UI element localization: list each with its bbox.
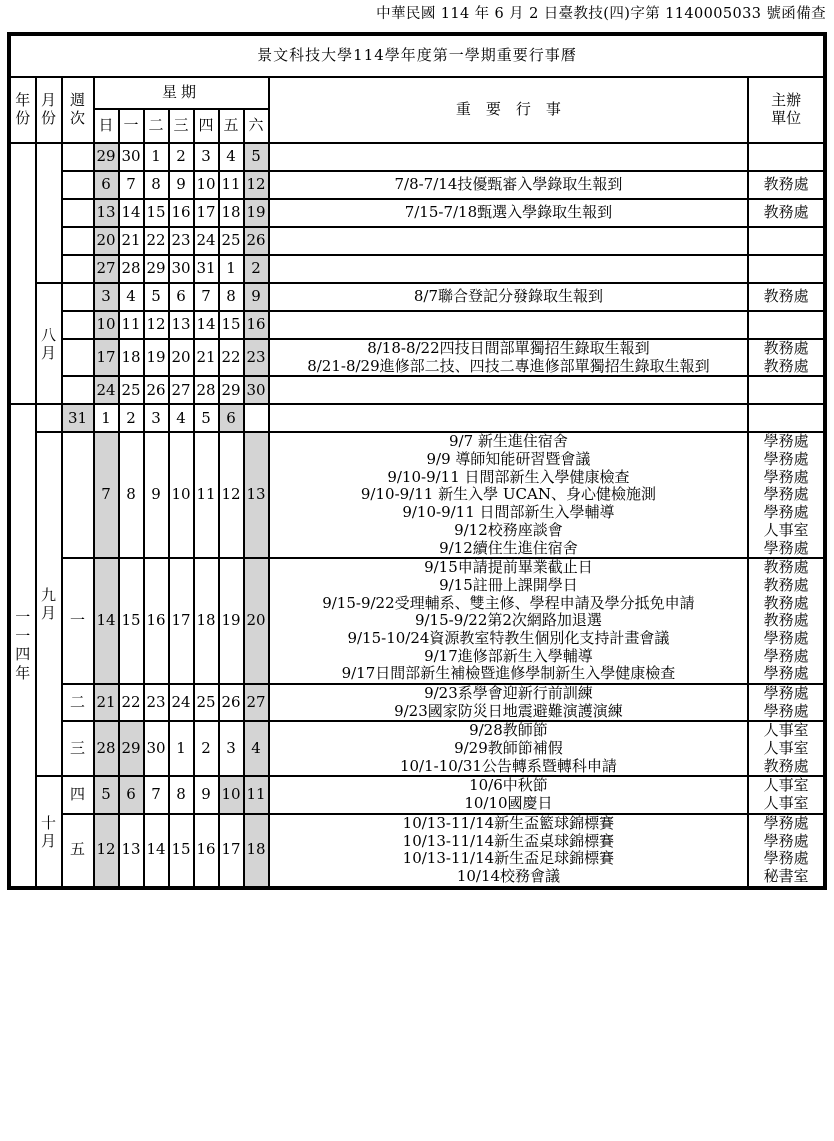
day-cell: 5	[194, 404, 219, 432]
week-number-cell	[62, 283, 94, 311]
day-cell: 19	[144, 339, 169, 376]
event-item: 10/1-10/31公告轉系暨轉科申請	[399, 756, 617, 775]
day-cell: 7	[144, 776, 169, 813]
month-cell	[36, 283, 62, 404]
events-cell	[269, 255, 749, 283]
day-cell: 31	[62, 404, 94, 432]
header-month-line1: 月	[40, 91, 56, 110]
day-cell: 17	[194, 199, 219, 227]
week-number-cell: 四	[62, 776, 94, 813]
organizer-item: 學務處	[763, 628, 809, 647]
day-cell: 20	[244, 558, 269, 684]
month-char: 九	[40, 586, 56, 605]
day-cell: 27	[94, 255, 119, 283]
month-cell	[36, 432, 62, 776]
month-char: 月	[40, 343, 56, 362]
day-cell: 3	[194, 143, 219, 171]
day-cell: 13	[94, 199, 119, 227]
day-cell: 7	[119, 171, 144, 199]
day-cell: 28	[94, 721, 119, 776]
header-events: 重 要 行 事	[269, 77, 749, 143]
week-number-cell	[62, 339, 94, 376]
event-item: 9/15-9/22受理輔系、雙主修、學程申請及學分抵免申請	[322, 593, 695, 612]
organizer-cell	[748, 814, 824, 887]
header-weeknumber-line1: 週	[69, 91, 85, 110]
event-item: 10/13-11/14新生盃籃球錦標賽	[402, 813, 615, 832]
organizer-cell	[748, 558, 824, 684]
header-weekday-2: 二	[144, 109, 169, 143]
organizer-item: 人事室	[763, 794, 809, 813]
table-row	[10, 684, 825, 721]
organizer-item: 學務處	[763, 467, 809, 486]
day-cell: 1	[219, 255, 244, 283]
day-cell: 21	[94, 684, 119, 721]
year-char: 一	[15, 607, 31, 626]
day-cell: 18	[219, 199, 244, 227]
organizer-item: 人事室	[763, 721, 809, 740]
day-cell: 7	[94, 432, 119, 558]
day-cell: 25	[219, 227, 244, 255]
day-cell: 16	[244, 311, 269, 339]
events-cell	[269, 558, 749, 684]
day-cell: 24	[169, 684, 194, 721]
organizer-item: 人事室	[763, 739, 809, 758]
events-cell	[269, 143, 749, 171]
header-weekday-6: 六	[244, 109, 269, 143]
week-number-cell	[62, 376, 94, 404]
event-item: 10/10國慶日	[464, 794, 553, 813]
day-cell: 10	[219, 776, 244, 813]
event-item: 9/10-9/11 日間部新生入學健康檢查	[387, 467, 630, 486]
year-char: 年	[15, 664, 31, 683]
event-item: 10/13-11/14新生盃足球錦標賽	[402, 849, 615, 868]
organizer-item: 學務處	[763, 450, 809, 469]
day-cell: 15	[144, 199, 169, 227]
day-cell: 5	[94, 776, 119, 813]
event-item: 9/15註冊上課開學日	[439, 575, 578, 594]
day-cell: 23	[244, 339, 269, 376]
table-row	[10, 255, 825, 283]
day-cell: 19	[219, 558, 244, 684]
table-row	[10, 776, 825, 813]
day-cell: 4	[169, 404, 194, 432]
organizer-cell	[748, 171, 824, 199]
day-cell: 10	[169, 432, 194, 558]
month-char: 月	[40, 831, 56, 850]
day-cell: 25	[194, 684, 219, 721]
week-number-cell	[62, 227, 94, 255]
day-cell: 20	[169, 339, 194, 376]
day-cell: 2	[119, 404, 144, 432]
event-item: 9/10-9/11 新生入學 UCAN、身心健檢施測	[360, 485, 656, 504]
day-cell: 15	[119, 558, 144, 684]
day-cell: 8	[219, 283, 244, 311]
day-cell: 29	[94, 143, 119, 171]
header-row-1	[10, 77, 825, 109]
year-char: 四	[15, 645, 31, 664]
month-char: 月	[40, 604, 56, 623]
month-cell	[36, 143, 62, 283]
organizer-item: 教務處	[763, 593, 809, 612]
day-cell: 12	[144, 311, 169, 339]
header-weeknumber	[62, 77, 94, 143]
day-cell: 2	[194, 721, 219, 776]
day-cell: 22	[144, 227, 169, 255]
day-cell: 12	[219, 432, 244, 558]
week-number-cell	[36, 404, 62, 432]
day-cell: 29	[219, 376, 244, 404]
day-cell: 3	[144, 404, 169, 432]
day-cell: 29	[119, 721, 144, 776]
day-cell: 19	[244, 199, 269, 227]
table-title-row	[10, 35, 825, 78]
events-cell	[269, 171, 749, 199]
header-weekday-0: 日	[94, 109, 119, 143]
event-item: 8/21-8/29進修部二技、四技二專進修部單獨招生錄取生報到	[307, 356, 710, 375]
organizer-cell	[748, 432, 824, 558]
organizer-item: 學務處	[763, 664, 809, 683]
events-cell	[269, 199, 749, 227]
week-number-cell	[62, 432, 94, 558]
events-cell	[269, 283, 749, 311]
day-cell: 28	[194, 376, 219, 404]
event-item: 9/28教師節	[469, 721, 548, 740]
organizer-item: 教務處	[763, 175, 809, 194]
events-cell	[269, 432, 749, 558]
week-number-cell: 三	[62, 721, 94, 776]
day-cell: 9	[194, 776, 219, 813]
day-cell: 8	[144, 171, 169, 199]
organizer-cell	[748, 311, 824, 339]
organizer-cell	[748, 721, 824, 776]
day-cell: 5	[144, 283, 169, 311]
header-organizer-line2: 單位	[771, 109, 802, 127]
event-item: 10/13-11/14新生盃桌球錦標賽	[402, 831, 615, 850]
organizer-cell	[748, 283, 824, 311]
organizer-item: 教務處	[763, 339, 809, 357]
organizer-item: 學務處	[763, 538, 809, 557]
day-cell: 3	[219, 721, 244, 776]
organizer-cell	[748, 376, 824, 404]
day-cell: 26	[219, 684, 244, 721]
day-cell: 6	[169, 283, 194, 311]
day-cell: 4	[244, 721, 269, 776]
header-month	[36, 77, 62, 143]
table-row	[10, 283, 825, 311]
event-item: 10/6中秋節	[469, 776, 548, 795]
organizer-item: 學務處	[763, 485, 809, 504]
day-cell: 23	[169, 227, 194, 255]
event-item: 9/29教師節補假	[454, 739, 563, 758]
header-organizer	[748, 77, 824, 143]
header-weekday-4: 四	[194, 109, 219, 143]
day-cell: 7	[194, 283, 219, 311]
week-number-cell: 一	[62, 558, 94, 684]
month-cell	[36, 776, 62, 887]
day-cell: 25	[119, 376, 144, 404]
day-cell: 13	[169, 311, 194, 339]
day-cell: 26	[244, 227, 269, 255]
organizer-item: 學務處	[763, 849, 809, 868]
day-cell: 9	[144, 432, 169, 558]
events-cell	[269, 227, 749, 255]
day-cell: 3	[94, 283, 119, 311]
month-char: 十	[40, 813, 56, 832]
events-cell	[269, 684, 749, 721]
day-cell: 18	[119, 339, 144, 376]
day-cell: 14	[144, 814, 169, 887]
day-cell: 17	[169, 558, 194, 684]
events-cell	[269, 721, 749, 776]
page-title: 景文科技大學114學年度第一學期重要行事曆	[10, 35, 825, 78]
day-cell: 13	[119, 814, 144, 887]
organizer-item: 人事室	[763, 520, 809, 539]
organizer-item: 教務處	[763, 356, 809, 375]
header-weekday-1: 一	[119, 109, 144, 143]
header-month-line2: 份	[40, 109, 56, 127]
day-cell: 9	[244, 283, 269, 311]
event-item: 9/7 新生進住宿舍	[448, 432, 568, 451]
day-cell: 28	[119, 255, 144, 283]
events-cell	[244, 404, 269, 432]
header-weekday-5: 五	[219, 109, 244, 143]
day-cell: 14	[119, 199, 144, 227]
event-item: 9/15申請提前畢業截止日	[424, 558, 593, 577]
day-cell: 30	[169, 255, 194, 283]
table-row	[10, 199, 825, 227]
header-organizer-line1: 主辦	[771, 91, 802, 110]
organizer-item: 教務處	[763, 611, 809, 630]
day-cell: 2	[169, 143, 194, 171]
week-number-cell	[62, 199, 94, 227]
day-cell: 6	[94, 171, 119, 199]
organizer-item: 學務處	[763, 831, 809, 850]
day-cell: 30	[144, 721, 169, 776]
table-row	[10, 227, 825, 255]
day-cell: 22	[219, 339, 244, 376]
day-cell: 16	[144, 558, 169, 684]
year-cell	[10, 143, 36, 404]
day-cell: 2	[244, 255, 269, 283]
day-cell: 1	[144, 143, 169, 171]
event-item: 9/9 導師知能研習暨會議	[426, 450, 591, 469]
organizer-item: 學務處	[763, 503, 809, 522]
events-cell	[269, 776, 749, 813]
organizer-item: 教務處	[763, 203, 809, 222]
organizer-cell	[748, 199, 824, 227]
day-cell: 16	[169, 199, 194, 227]
day-cell: 17	[219, 814, 244, 887]
week-number-cell	[62, 143, 94, 171]
event-item: 9/10-9/11 日間部新生入學輔導	[402, 503, 615, 522]
header-weeknumber-line2: 次	[69, 109, 85, 127]
day-cell: 24	[94, 376, 119, 404]
table-row	[10, 432, 825, 558]
day-cell: 27	[169, 376, 194, 404]
organizer-item: 教務處	[763, 756, 809, 775]
table-row	[10, 558, 825, 684]
day-cell: 11	[194, 432, 219, 558]
table-row	[10, 404, 825, 432]
organizer-cell	[269, 404, 749, 432]
events-cell	[269, 311, 749, 339]
day-cell: 4	[119, 283, 144, 311]
organizer-item: 人事室	[763, 776, 809, 795]
academic-calendar-table	[8, 33, 826, 889]
day-cell: 15	[169, 814, 194, 887]
event-item: 7/8-7/14技優甄審入學錄取生報到	[394, 175, 623, 194]
organizer-cell	[748, 776, 824, 813]
day-cell: 6	[119, 776, 144, 813]
day-cell: 31	[194, 255, 219, 283]
organizer-item: 學務處	[763, 684, 809, 702]
day-cell: 12	[244, 171, 269, 199]
organizer-cell	[748, 339, 824, 376]
event-item: 9/17進修部新生入學輔導	[424, 646, 593, 665]
table-row	[10, 376, 825, 404]
day-cell: 12	[94, 814, 119, 887]
organizer-cell	[748, 227, 824, 255]
document-reference-line: 中華民國 114 年 6 月 2 日臺教技(四)字第 1140005033 號函備查	[376, 6, 826, 22]
events-cell	[269, 376, 749, 404]
day-cell: 13	[244, 432, 269, 558]
week-number-cell: 二	[62, 684, 94, 721]
table-row	[10, 171, 825, 199]
month-char: 八	[40, 325, 56, 344]
day-cell: 27	[244, 684, 269, 721]
header-year	[10, 77, 36, 143]
day-cell: 30	[119, 143, 144, 171]
event-item: 9/23國家防災日地震避難演護演練	[394, 701, 623, 720]
table-row	[10, 143, 825, 171]
events-cell	[269, 814, 749, 887]
day-cell: 11	[244, 776, 269, 813]
event-item: 10/14校務會議	[456, 866, 561, 885]
organizer-item: 學務處	[763, 646, 809, 665]
day-cell: 6	[219, 404, 244, 432]
event-item: 9/12續住生進住宿舍	[439, 538, 578, 557]
event-item: 9/12校務座談會	[454, 520, 563, 539]
day-cell: 18	[194, 558, 219, 684]
event-item: 9/17日間部新生補檢暨進修學制新生入學健康檢查	[341, 664, 676, 683]
event-item: 7/15-7/18甄選入學錄取生報到	[404, 203, 613, 222]
day-cell: 20	[94, 227, 119, 255]
week-number-cell	[62, 311, 94, 339]
day-cell: 15	[219, 311, 244, 339]
organizer-item: 教務處	[763, 287, 809, 306]
event-item: 9/15-9/22第2次網路加退選	[414, 611, 602, 630]
table-row	[10, 814, 825, 887]
day-cell: 1	[169, 721, 194, 776]
day-cell: 21	[194, 339, 219, 376]
header-weekday-group: 星期	[94, 77, 269, 109]
organizer-item: 秘書室	[763, 866, 809, 885]
day-cell: 10	[94, 311, 119, 339]
day-cell: 29	[144, 255, 169, 283]
header-year-line2: 份	[15, 109, 31, 127]
organizer-item: 學務處	[763, 701, 809, 720]
day-cell: 10	[194, 171, 219, 199]
event-item: 8/7聯合登記分發錄取生報到	[413, 287, 603, 306]
day-cell: 11	[219, 171, 244, 199]
event-item: 9/23系學會迎新行前訓練	[424, 684, 593, 702]
day-cell: 30	[244, 376, 269, 404]
event-item: 8/18-8/22四技日間部單獨招生錄取生報到	[367, 339, 650, 357]
day-cell: 4	[219, 143, 244, 171]
organizer-cell	[748, 255, 824, 283]
day-cell: 23	[144, 684, 169, 721]
organizer-cell	[748, 143, 824, 171]
organizer-item: 學務處	[763, 432, 809, 451]
day-cell: 5	[244, 143, 269, 171]
events-cell	[269, 339, 749, 376]
day-cell: 18	[244, 814, 269, 887]
week-number-cell	[62, 255, 94, 283]
day-cell: 21	[119, 227, 144, 255]
day-cell: 11	[119, 311, 144, 339]
organizer-item: 教務處	[763, 558, 809, 577]
organizer-item: 教務處	[763, 575, 809, 594]
year-cell	[10, 404, 36, 887]
week-number-cell	[62, 171, 94, 199]
table-row	[10, 339, 825, 376]
day-cell: 24	[194, 227, 219, 255]
event-item: 9/15-10/24資源教室特教生個別化支持計畫會議	[347, 628, 670, 647]
day-cell: 14	[94, 558, 119, 684]
day-cell: 22	[119, 684, 144, 721]
day-cell: 9	[169, 171, 194, 199]
day-cell: 14	[194, 311, 219, 339]
table-row	[10, 721, 825, 776]
organizer-item: 學務處	[763, 813, 809, 832]
table-row	[10, 311, 825, 339]
day-cell: 1	[94, 404, 119, 432]
header-weekday-3: 三	[169, 109, 194, 143]
day-cell: 8	[119, 432, 144, 558]
week-number-cell: 五	[62, 814, 94, 887]
day-cell: 17	[94, 339, 119, 376]
organizer-cell	[748, 684, 824, 721]
year-char: 一	[15, 626, 31, 645]
day-cell: 26	[144, 376, 169, 404]
day-cell: 16	[194, 814, 219, 887]
day-cell: 8	[169, 776, 194, 813]
header-year-line1: 年	[15, 91, 31, 110]
